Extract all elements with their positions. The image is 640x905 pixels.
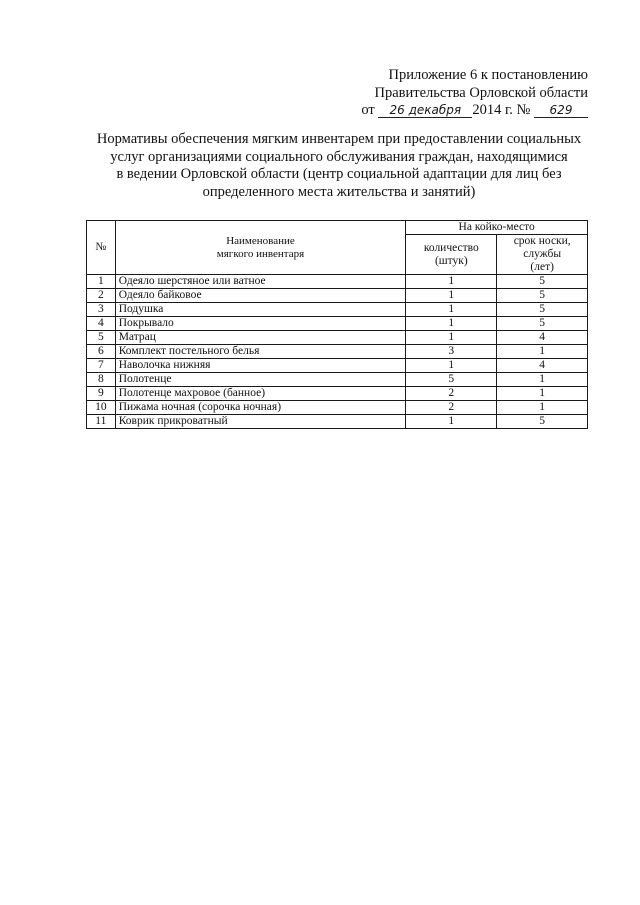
row-quantity: 3 — [406, 345, 497, 359]
appendix-header — [361, 67, 588, 120]
row-number: 4 — [87, 317, 116, 331]
header-term-line-3: (лет) — [530, 261, 554, 273]
handwritten-number: 629 — [534, 103, 588, 118]
table-row — [87, 373, 588, 387]
row-term: 1 — [497, 373, 588, 387]
header-group: На койко-место — [406, 221, 588, 235]
row-quantity: 1 — [406, 317, 497, 331]
row-term: 5 — [497, 303, 588, 317]
row-number: 7 — [87, 359, 116, 373]
row-term: 4 — [497, 331, 588, 345]
table-row — [87, 359, 588, 373]
row-quantity: 1 — [406, 275, 497, 289]
table-row — [87, 387, 588, 401]
row-term: 5 — [497, 275, 588, 289]
appendix-date-line — [361, 102, 588, 120]
row-name: Полотенце — [115, 373, 406, 387]
row-term: 5 — [497, 317, 588, 331]
row-name: Подушка — [115, 303, 406, 317]
header-name-line-2: мягкого инвентаря — [216, 247, 305, 260]
header-quantity — [406, 235, 497, 275]
row-quantity: 1 — [406, 415, 497, 429]
table-row — [87, 275, 588, 289]
row-number: 11 — [87, 415, 116, 429]
row-name: Комплект постельного белья — [115, 345, 406, 359]
header-term-line-1: срок носки, — [513, 235, 571, 247]
row-number: 1 — [87, 275, 116, 289]
handwritten-date: 26 декабря — [378, 103, 472, 118]
header-term — [497, 235, 588, 275]
row-quantity: 1 — [406, 289, 497, 303]
appendix-line-1: Приложение 6 к постановлению — [388, 67, 588, 83]
row-name: Покрывало — [115, 317, 406, 331]
row-term: 1 — [497, 345, 588, 359]
row-number: 5 — [87, 331, 116, 345]
row-name: Наволочка нижняя — [115, 359, 406, 373]
header-quantity-line-1: количество — [423, 241, 479, 254]
table-body — [87, 275, 588, 429]
table-row — [87, 317, 588, 331]
table-row — [87, 415, 588, 429]
row-name: Полотенце махровое (банное) — [115, 387, 406, 401]
header-term-line-2: службы — [523, 248, 562, 260]
row-name: Одеяло шерстяное или ватное — [115, 275, 406, 289]
row-quantity: 1 — [406, 331, 497, 345]
row-quantity: 2 — [406, 401, 497, 415]
header-name-line-1: Наименование — [226, 234, 295, 247]
row-name: Одеяло байковое — [115, 289, 406, 303]
row-number: 8 — [87, 373, 116, 387]
title-line-4: определенного места жительства и занятий) — [202, 183, 476, 200]
row-number: 6 — [87, 345, 116, 359]
year-text: 2014 г. № — [472, 102, 531, 118]
row-name: Матрац — [115, 331, 406, 345]
title-line-1: Нормативы обеспечения мягким инвентарем при предоставлении социальных — [96, 131, 582, 147]
norms-table — [86, 220, 588, 429]
table-row — [87, 345, 588, 359]
title-line-3: в ведении Орловской области (центр социальной адаптации для лиц без — [116, 166, 562, 182]
row-quantity: 5 — [406, 373, 497, 387]
document-title — [84, 131, 594, 201]
row-number: 2 — [87, 289, 116, 303]
row-number: 9 — [87, 387, 116, 401]
row-number: 10 — [87, 401, 116, 415]
row-term: 4 — [497, 359, 588, 373]
row-term: 1 — [497, 401, 588, 415]
header-name — [115, 221, 406, 275]
row-name: Коврик прикроватный — [115, 415, 406, 429]
row-name: Пижама ночная (сорочка ночная) — [115, 401, 406, 415]
appendix-line-2: Правительства Орловской области — [374, 84, 588, 101]
table-row — [87, 401, 588, 415]
row-quantity: 1 — [406, 303, 497, 317]
header-quantity-line-2: (штук) — [434, 254, 468, 267]
title-line-2: услуг организациями социального обслуживания граждан, находящимися — [110, 148, 568, 165]
row-term: 5 — [497, 415, 588, 429]
table-header — [87, 221, 588, 275]
row-quantity: 2 — [406, 387, 497, 401]
row-term: 5 — [497, 289, 588, 303]
table-row — [87, 289, 588, 303]
row-number: 3 — [87, 303, 116, 317]
row-term: 1 — [497, 387, 588, 401]
table-row — [87, 331, 588, 345]
header-number: № — [87, 221, 116, 275]
row-quantity: 1 — [406, 359, 497, 373]
table-row — [87, 303, 588, 317]
date-prefix: от — [361, 102, 375, 118]
